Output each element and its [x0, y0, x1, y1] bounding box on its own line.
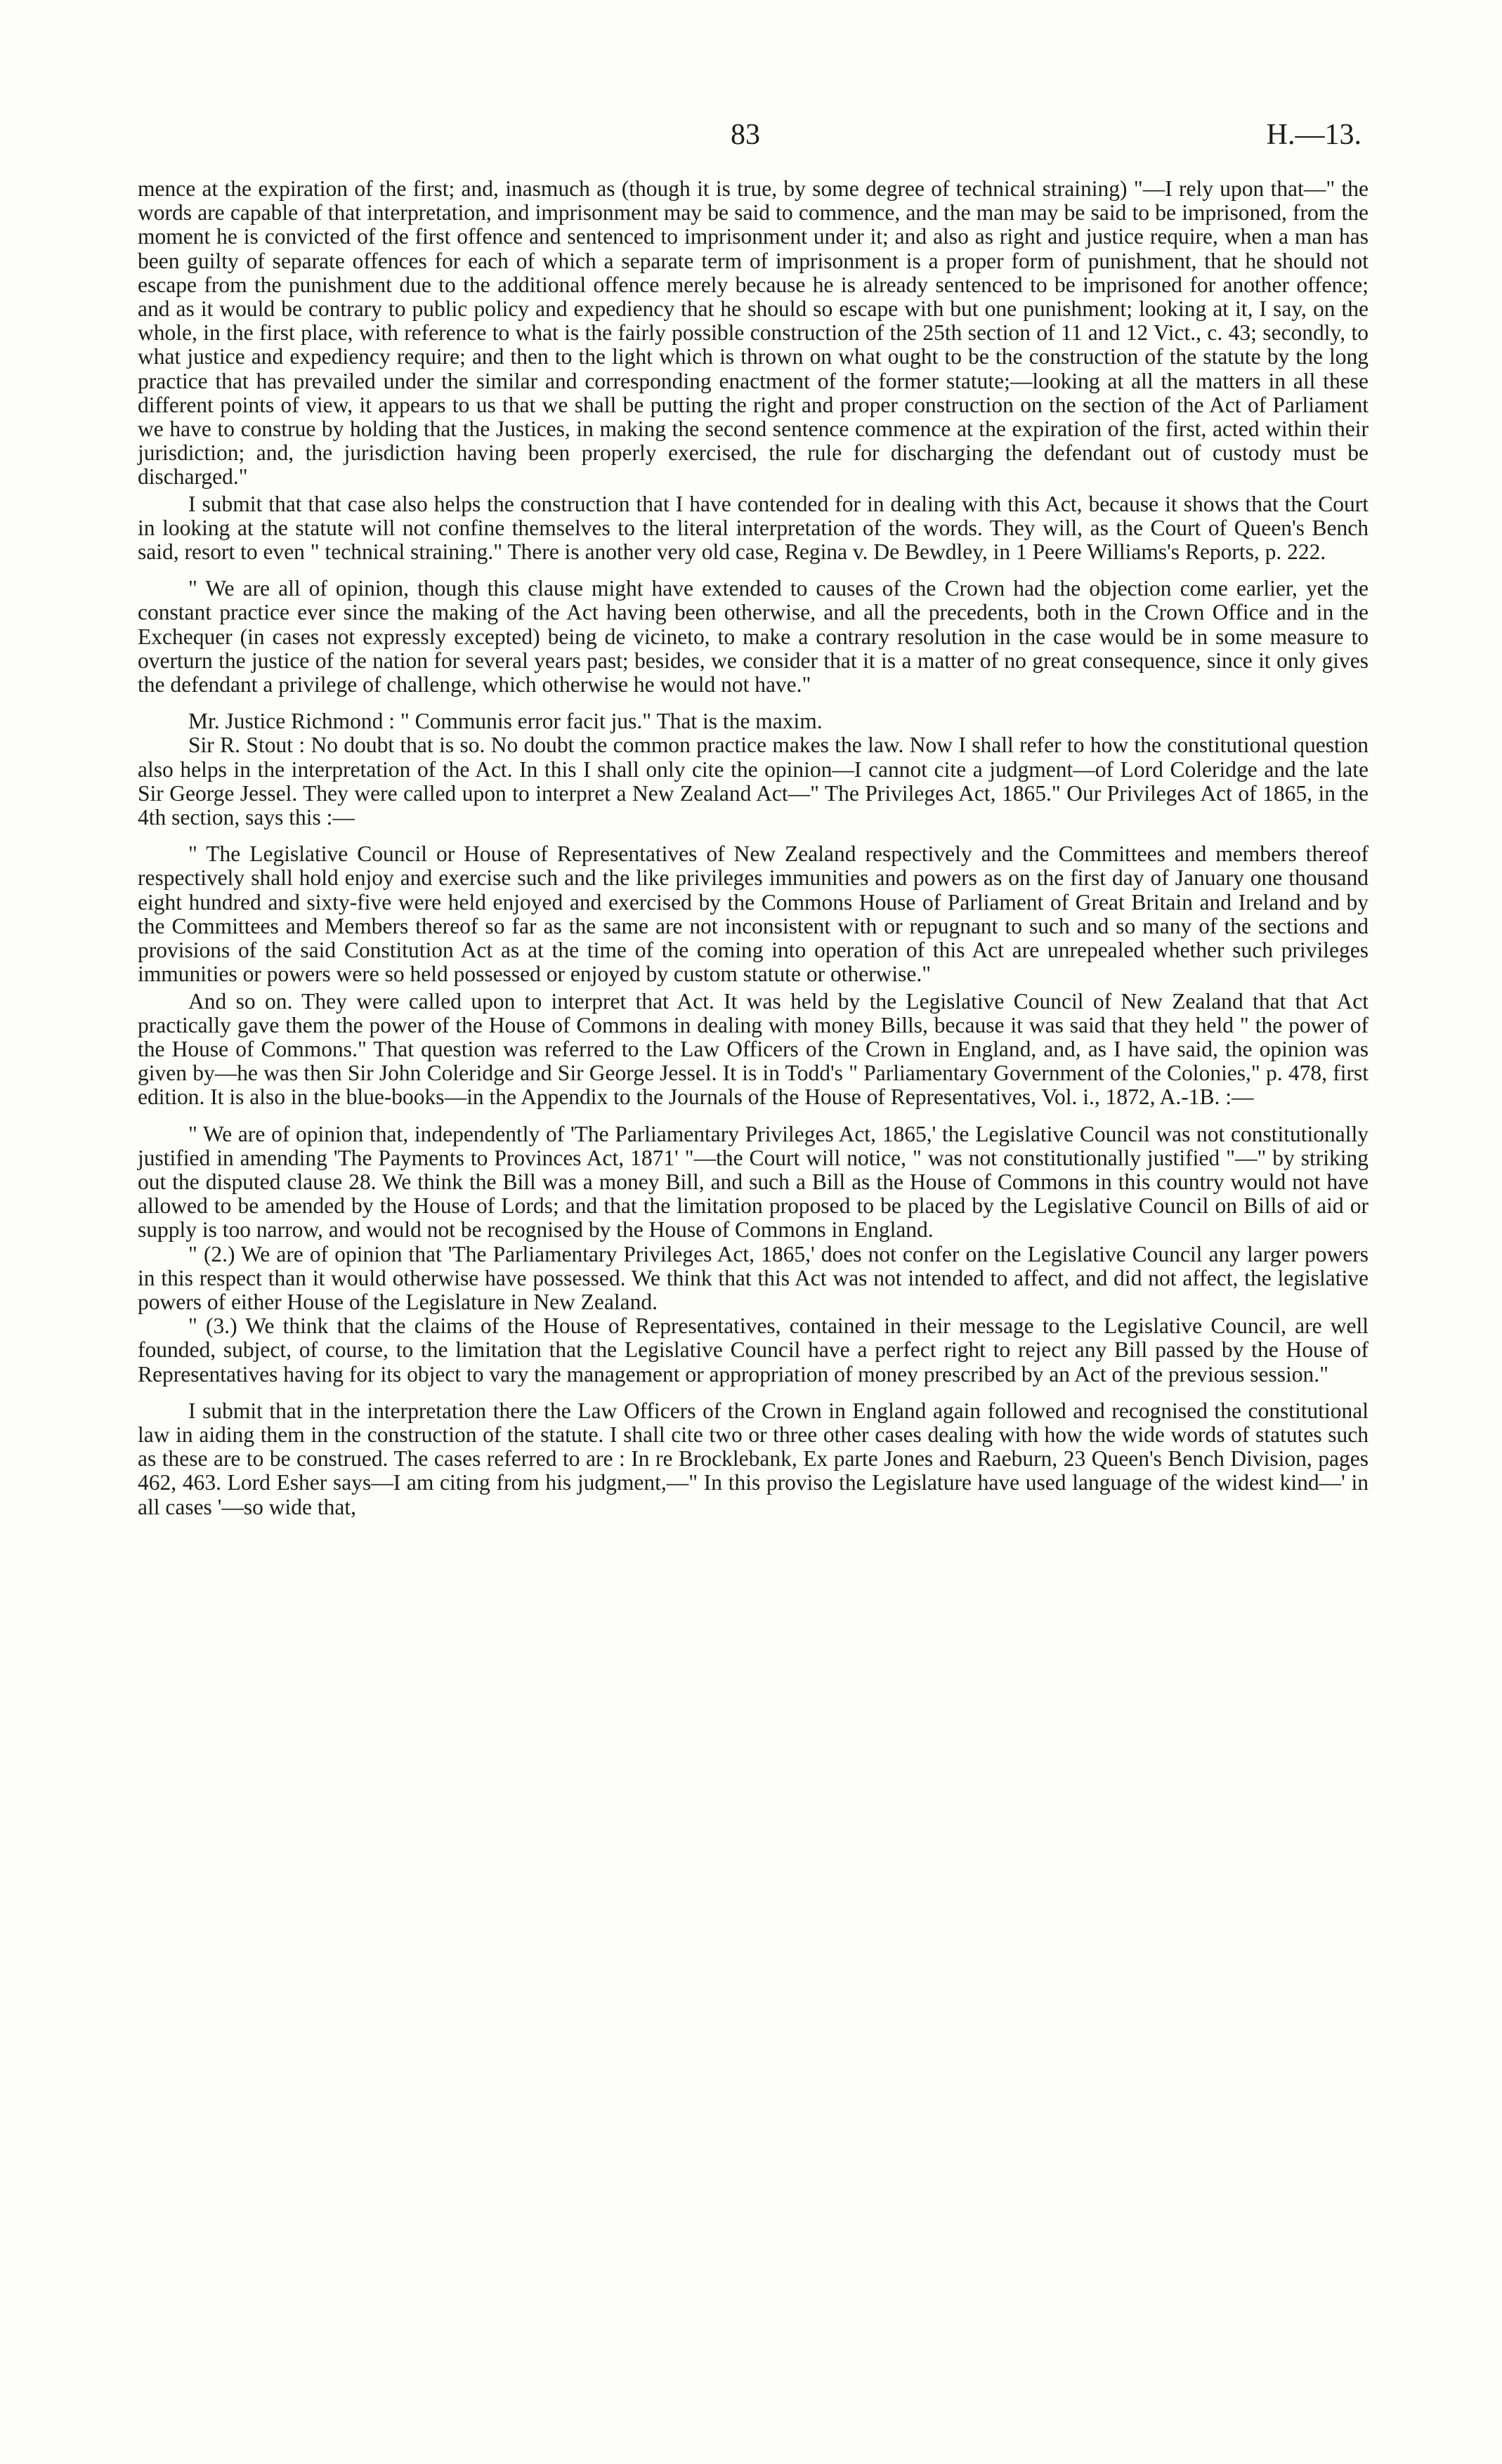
paragraph-quote-de-bewdley: " We are all of opinion, though this clause might have extended to causes of the Crown had the objection come earlier, yet the constant practice ever since the making of the Act having been otherwise, and all the precedents, both in the Crown Office and in the Exchequer (in cases not expressly excepted) being de vicineto, to make a contrary resolution in the case would be in some measure to overturn the justice of the nation for several years past; besides, we consider that it is a matter of no great consequence, since it only gives the defendant a privilege of challenge, which otherwise he would not have." — [138, 576, 1369, 697]
paragraph-opinion-1: " We are of opinion that, independently of 'The Parliamentary Privileges Act, 1865,' the Legislative Council was not constitutionally justified in amending 'The Payments to Provinces Act, 1871' "—the Court will notice, " was not constitutionally justified "—" by striking out the disputed clause 28. We think the Bill was a money Bill, and such a Bill as the House of Commons in this country would not have allowed to be amended by the House of Lords; and that the limitation proposed to be placed by the Legislative Council on Bills of aid or supply is too narrow, and would not be recognised by the House of Commons in England. — [138, 1121, 1369, 1243]
paragraph-opinion-3: " (3.) We think that the claims of the House of Representatives, contained in their message to the Legislative Council, are well founded, subject, of course, to the limitation that the Legislative Council have a perfect right to reject any Bill passed by the House of Representatives having for its object to vary the management or appropriation of money prescribed by an Act of the previous session." — [138, 1313, 1369, 1387]
paragraph-submission: I submit that that case also helps the construction that I have contended for in dealing with this Act, because it shows that the Court in looking at the statute will not confine themselves to the literal interpretation of the words. They will, as the Court of Queen's Bench said, resort to even " technical straining." There is another very old case, Regina v. De Bewdley, in 1 Peere Williams's Reports, p. 222. — [138, 491, 1369, 565]
paragraph-sir-stout: Sir R. Stout : No doubt that is so. No doubt the common practice makes the law. Now I shall refer to how the constitutional question also helps in the interpretation of the Act. In this I shall only cite the opinion—I cannot cite a judgment—of Lord Coleridge and the late Sir George Jessel. They were called upon to interpret a New Zealand Act—" The Privileges Act, 1865." Our Privileges Act of 1865, in the 4th section, says this :— — [138, 733, 1369, 830]
paragraph-and-so-on: And so on. They were called upon to interpret that Act. It was held by the Legislative Council of New Zealand that that Act practically gave them the power of the House of Commons in dealing with money Bills, because it was said that they held " the power of the House of Commons." That question was referred to the Law Officers of the Crown in England, and, as I have said, the opinion was given by—he was then Sir John Coleridge and Sir George Jessel. It is in Todd's " Parliamentary Government of the Colonies," p. 478, first edition. It is also in the blue-books—in the Appendix to the Journals of the House of Representatives, Vol. i., 1872, A.-1B. :— — [138, 988, 1369, 1110]
page-number: 83 — [731, 119, 760, 151]
paragraph-privileges-act-quote: " The Legislative Council or House of Representatives of New Zealand respectively and the Committees and members thereof respectively shall hold enjoy and exercise such and the like privileges immunities and powers as on the first day of January one thousand eight hundred and sixty-five were held enjoyed and exercised by the Commons House of Parliament of Great Britain and Ireland and by the Committees and Members thereof so far as the same are not inconsistent with or repugnant to such and so many of the sections and provisions of the said Constitution Act as at the time of the coming into operation of this Act are unrepealed whether such privileges immunities or powers were so held possessed or enjoyed by custom statute or otherwise." — [138, 841, 1369, 987]
paragraph-continued-quote: mence at the expiration of the first; and, inasmuch as (though it is true, by some degree of technical straining) "—I rely upon that—" the words are capable of that interpretation, and imprisonment may be said to commence, and the man may be said to be imprisoned, from the moment he is convicted of the first offence and sentenced to imprisonment under it; and also as right and justice require, when a man has been guilty of separate offences for each of which a separate term of imprisonment is a proper form of punishment, that he should not escape from the punishment due to the additional offence merely because he is already sentenced to be imprisoned for another offence; and as it would be contrary to public policy and expediency that he should so escape with but one punishment; looking at it, I say, on the whole, in the first place, with reference to what is the fairly possible construction of the 25th section of 11 and 12 Vict., c. 43; secondly, to what justice and expediency require; and then to the light which is thrown on what ought to be the construction of the statute by the long practice that has prevailed under the similar and corresponding enactment of the former statute;—looking at all the matters in all these different points of view, it appears to us that we shall be putting the right and proper construction on the section of the Act of Parliament we have to construe by holding that the Justices, in making the second sentence commence at the expiration of the first, acted within their jurisdiction; and, the jurisdiction having been properly exercised, the rule for discharging the defendant out of custody must be discharged." — [138, 176, 1369, 490]
body-text — [138, 177, 1369, 1519]
paragraph-justice-richmond: Mr. Justice Richmond : " Communis error facit jus." That is the maxim. — [188, 709, 823, 734]
paragraph-opinion-2: " (2.) We are of opinion that 'The Parliamentary Privileges Act, 1865,' does not confer on the Legislative Council any larger powers in this respect than it would otherwise have possessed. We think that this Act was not intended to affect, and did not affect, the legislative powers of either House of the Legislature in New Zealand. — [138, 1241, 1369, 1314]
page-header — [0, 118, 1502, 160]
paragraph-law-officers: I submit that in the interpretation there the Law Officers of the Crown in England again followed and recognised the constitutional law in aiding them in the construction of the statute. I shall cite two or three other cases dealing with how the wide words of statutes such as these are to be construed. The cases referred to are : In re Brocklebank, Ex parte Jones and Raeburn, 23 Queen's Bench Division, pages 462, 463. Lord Esher says—I am citing from his judgment,—" In this proviso the Legislature have used language of the widest kind—' in all cases '—so wide that, — [138, 1398, 1369, 1519]
document-reference: H.—13. — [1266, 119, 1361, 151]
